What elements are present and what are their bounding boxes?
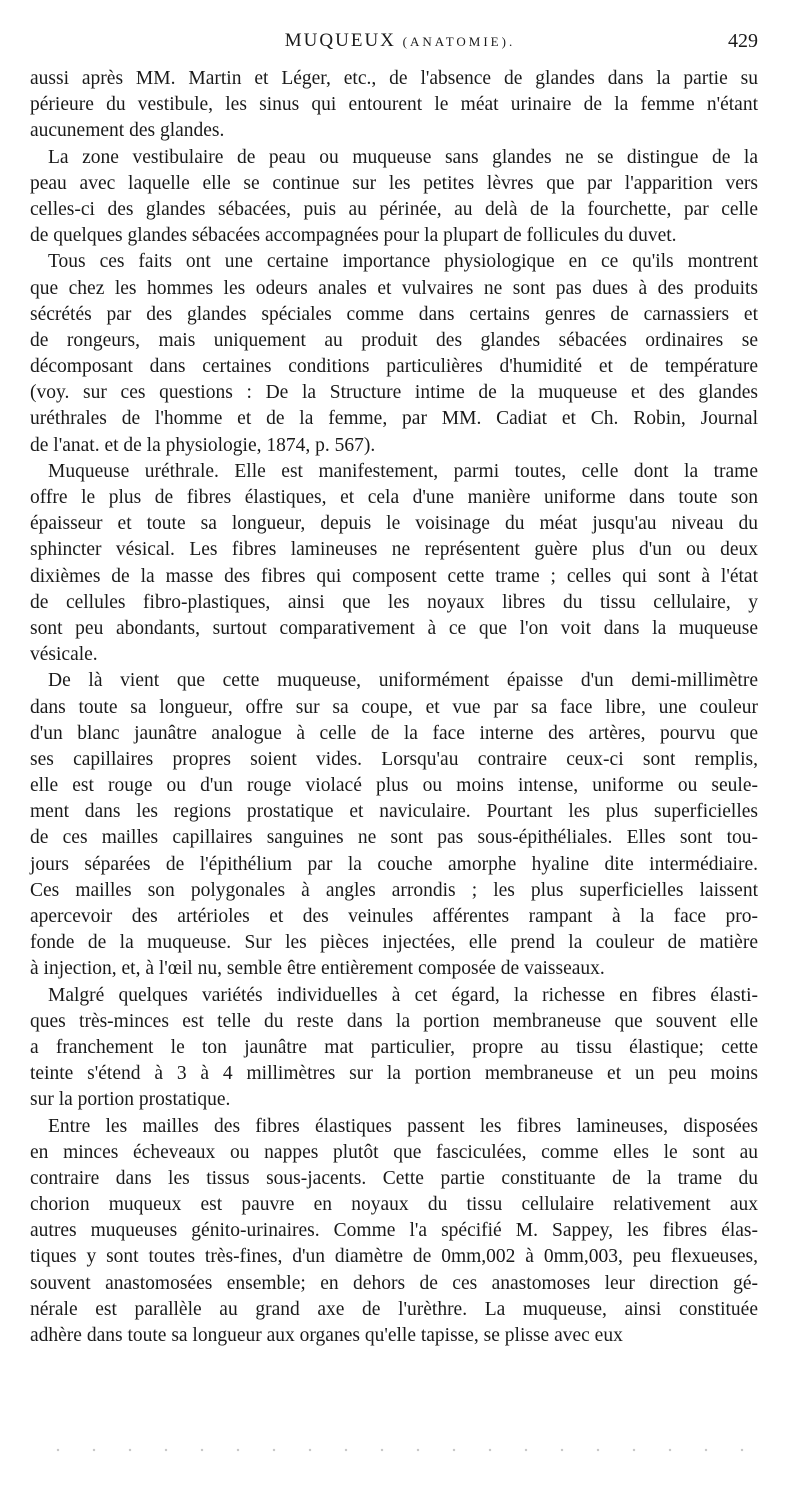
text-line: de cellules fibro-plastiques, ainsi que les noyaux libres du tissu cellulaire, y — [30, 591, 758, 613]
text-line: celles-ci des glandes sébacées, puis au périnée, au delà de la fourchette, par celle — [30, 198, 758, 220]
text-line: dans toute sa longueur, offre sur sa coupe, et vue par sa face libre, une couleur — [30, 696, 758, 718]
text-line: que chez les hommes les odeurs anales et vulvaires ne sont pas dues à des produits — [30, 277, 758, 299]
text-line: offre le plus de fibres élastiques, et cela d'une manière uniforme dans toute son — [30, 487, 758, 508]
text-line: tiques y sont toutes très-fines, d'un diamètre de 0mm,002 à 0mm,003, peu flexueuses, — [30, 1246, 758, 1268]
text-line: (voy. sur ces questions : De la Structure intime de la muqueuse et des glandes — [30, 382, 758, 404]
text-line: décomposant dans certaines conditions particulières d'humidité et de température — [30, 356, 758, 378]
text-line: Ces mailles son polygonales à angles arrondis ; les plus superficielles laissent — [30, 879, 758, 901]
paragraph — [30, 249, 758, 459]
text-line: nérale est parallèle au grand axe de l'urèthre. La muqueuse, ainsi constituée — [30, 1298, 758, 1320]
text-line: autres muqueuses génito-urinaires. Comme l'a spécifié M. Sappey, les fibres élas- — [30, 1220, 758, 1242]
text-line: teinte s'étend à 3 à 4 millimètres sur la portion membraneuse et un peu moins — [30, 1063, 758, 1085]
text-line: de quelques glandes sébacées accompagnées pour la plupart de follicules du duvet. — [30, 225, 677, 247]
paragraph — [30, 1114, 758, 1350]
text-line: sécrétés par des glandes spéciales comme dans certains genres de carnassiers et — [30, 303, 758, 325]
page-number: 429 — [728, 30, 758, 52]
text-line: sphincter vésical. Les fibres lamineuses ne représentent guère plus d'un ou deux — [30, 539, 758, 561]
text-line: aussi après MM. Martin et Léger, etc., de l'absence de glandes dans la partie su — [30, 68, 758, 89]
text-line: ment dans les regions prostatique et naviculaire. Pourtant les plus superficielles — [30, 801, 758, 823]
text-line: à injection, et, à l'œil nu, semble être entièrement composée de vaisseaux. — [30, 958, 605, 980]
text-line: De là vient que cette muqueuse, uniformément épaisse d'un demi-millimètre — [48, 670, 758, 692]
text-line: peau avec laquelle elle se continue sur les petites lèvres que par l'apparition vers — [30, 172, 758, 194]
paragraph — [30, 145, 758, 250]
text-line: La zone vestibulaire de peau ou muqueuse sans glandes ne se distingue de la — [48, 146, 758, 168]
text-line: Tous ces faits ont une certaine importance physiologique en ce qu'ils montrent — [48, 251, 758, 273]
text-line: jours séparées de l'épithélium par la couche amorphe hyaline dite intermédiaire. — [30, 853, 758, 875]
print-specks — [40, 1448, 760, 1452]
running-title-subtitle: (ANATOMIE). — [402, 34, 516, 49]
body-text — [30, 66, 758, 1349]
text-line: souvent anastomosées ensemble; en dehors de ces anastomoses leur direction gé- — [30, 1272, 758, 1294]
text-line: dixièmes de la masse des fibres qui composent cette trame ; celles qui sont à l'état — [30, 565, 758, 587]
text-line: Muqueuse uréthrale. Elle est manifestement, parmi toutes, celle dont la trame — [48, 460, 758, 482]
text-line: apercevoir des artérioles et des veinules afférentes rampant à la face pro- — [30, 906, 758, 927]
text-line: de ces mailles capillaires sanguines ne sont pas sous-épithéliales. Elles sont tou- — [30, 827, 758, 849]
text-line: Entre les mailles des fibres élastiques passent les fibres lamineuses, disposées — [48, 1115, 758, 1137]
paragraph — [30, 459, 758, 669]
text-line: sur la portion prostatique. — [30, 1089, 231, 1111]
text-line: d'un blanc jaunâtre analogue à celle de la face interne des artères, pourvu que — [30, 722, 758, 744]
text-line: elle est rouge ou d'un rouge violacé plus ou moins intense, uniforme ou seule- — [30, 775, 758, 797]
paragraph — [30, 668, 758, 982]
paragraph — [30, 983, 758, 1114]
text-line: a franchement le ton jaunâtre mat particulier, propre au tissu élastique; cette — [30, 1036, 758, 1058]
text-line: vésicale. — [30, 644, 98, 666]
text-line: de rongeurs, mais uniquement au produit des glandes sébacées ordinaires se — [30, 329, 758, 351]
text-line: ques très-minces est telle du reste dans la portion membraneuse que souvent elle — [30, 1010, 758, 1032]
text-line: en minces écheveaux ou nappes plutôt que fasciculées, comme elles le sont au — [30, 1141, 758, 1163]
text-line: fonde de la muqueuse. Sur les pièces injectées, elle prend la couleur de matière — [30, 932, 758, 954]
text-line: chorion muqueux est pauvre en noyaux du tissu cellulaire relativement aux — [30, 1194, 758, 1216]
text-line: contraire dans les tissus sous-jacents. Cette partie constituante de la trame du — [30, 1167, 758, 1189]
text-line: uréthrales de l'homme et de la femme, par MM. Cadiat et Ch. Robin, Journal — [30, 408, 758, 430]
text-line: sont peu abondants, surtout comparativement à ce que l'on voit dans la muqueuse — [30, 617, 758, 639]
running-title-main: MUQUEUX — [284, 30, 396, 51]
text-line: Malgré quelques variétés individuelles à cet égard, la richesse en fibres élasti- — [48, 984, 758, 1006]
text-line: ses capillaires propres soient vides. Lorsqu'au contraire ceux-ci sont remplis, — [30, 748, 758, 770]
running-header — [0, 30, 800, 58]
paragraph — [30, 66, 758, 145]
text-line: épaisseur et toute sa longueur, depuis le voisinage du méat jusqu'au niveau du — [30, 513, 758, 535]
running-title — [0, 30, 800, 52]
text-line: aucunement des glandes. — [30, 120, 225, 142]
text-line: de l'anat. et de la physiologie, 1874, p. 567). — [30, 434, 376, 456]
text-line: périeure du vestibule, les sinus qui entourent le méat urinaire de la femme n'étant — [30, 94, 758, 116]
text-line: adhère dans toute sa longueur aux organes qu'elle tapisse, se plisse avec eux — [30, 1325, 623, 1346]
